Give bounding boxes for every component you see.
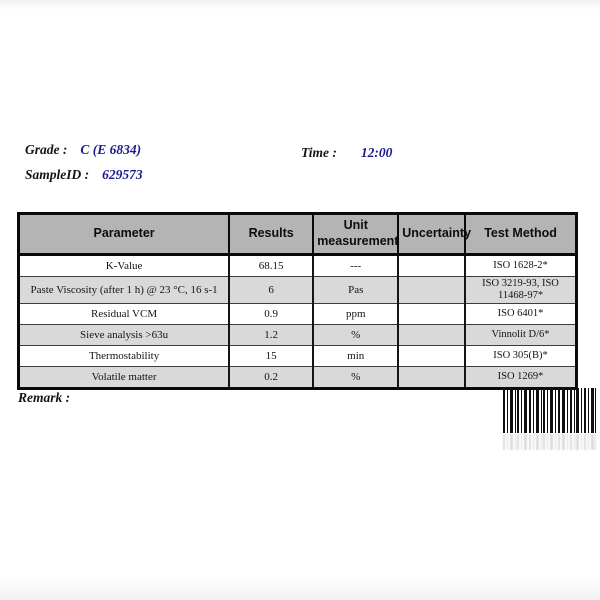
cell-unit: % (313, 367, 398, 389)
table-header-row (19, 214, 577, 255)
cell-uncertainty (398, 255, 465, 277)
cell-result: 0.2 (229, 367, 313, 389)
table-row (19, 346, 577, 367)
cell-uncertainty (398, 325, 465, 346)
table-row (19, 367, 577, 389)
cell-result: 68.15 (229, 255, 313, 277)
cell-test-method: ISO 1269* (465, 367, 576, 389)
barcode-reflection (503, 434, 596, 450)
cell-parameter: Residual VCM (19, 304, 230, 325)
cell-result: 1.2 (229, 325, 313, 346)
cell-parameter: K-Value (19, 255, 230, 277)
cell-parameter: Paste Viscosity (after 1 h) @ 23 °C, 16 s-1 (19, 277, 230, 304)
grade-label: Grade : (25, 142, 68, 157)
time-row (301, 145, 392, 161)
sample-id-value: 629573 (102, 167, 143, 182)
sample-id-label: SampleID : (25, 167, 90, 182)
time-value: 12:00 (360, 145, 393, 160)
time-label: Time : (301, 145, 337, 160)
barcode (503, 388, 596, 450)
table-row (19, 304, 577, 325)
cell-unit: ppm (313, 304, 398, 325)
grade-row (25, 142, 143, 167)
cell-unit: Pas (313, 277, 398, 304)
col-header-results: Results (229, 214, 313, 255)
cell-test-method: ISO 3219-93, ISO 11468-97* (465, 277, 576, 304)
cell-result: 0.9 (229, 304, 313, 325)
table-row (19, 255, 577, 277)
cell-uncertainty (398, 304, 465, 325)
grade-value: C (E 6834) (80, 142, 142, 157)
cell-result: 6 (229, 277, 313, 304)
col-header-uncertainty: Uncertainty (398, 214, 465, 255)
cell-uncertainty (398, 277, 465, 304)
remark-label: Remark : (18, 390, 71, 405)
cell-parameter: Volatile matter (19, 367, 230, 389)
cell-parameter: Sieve analysis >63u (19, 325, 230, 346)
col-header-test-method: Test Method (465, 214, 576, 255)
col-header-unit-measurement: Unit measurement (313, 214, 398, 255)
cell-result: 15 (229, 346, 313, 367)
col-header-parameter: Parameter (19, 214, 230, 255)
table-row (19, 325, 577, 346)
table-row (19, 277, 577, 304)
barcode-bars (503, 388, 596, 433)
cell-test-method: ISO 305(B)* (465, 346, 576, 367)
cell-parameter: Thermostability (19, 346, 230, 367)
cell-unit: % (313, 325, 398, 346)
sample-id-row (25, 167, 143, 192)
cell-test-method: ISO 6401* (465, 304, 576, 325)
cell-unit: --- (313, 255, 398, 277)
cell-test-method: ISO 1628-2* (465, 255, 576, 277)
cell-uncertainty (398, 346, 465, 367)
cell-unit: min (313, 346, 398, 367)
cell-test-method: Vinnolit D/6* (465, 325, 576, 346)
cell-uncertainty (398, 367, 465, 389)
results-table (17, 212, 578, 390)
sample-meta (25, 142, 143, 192)
